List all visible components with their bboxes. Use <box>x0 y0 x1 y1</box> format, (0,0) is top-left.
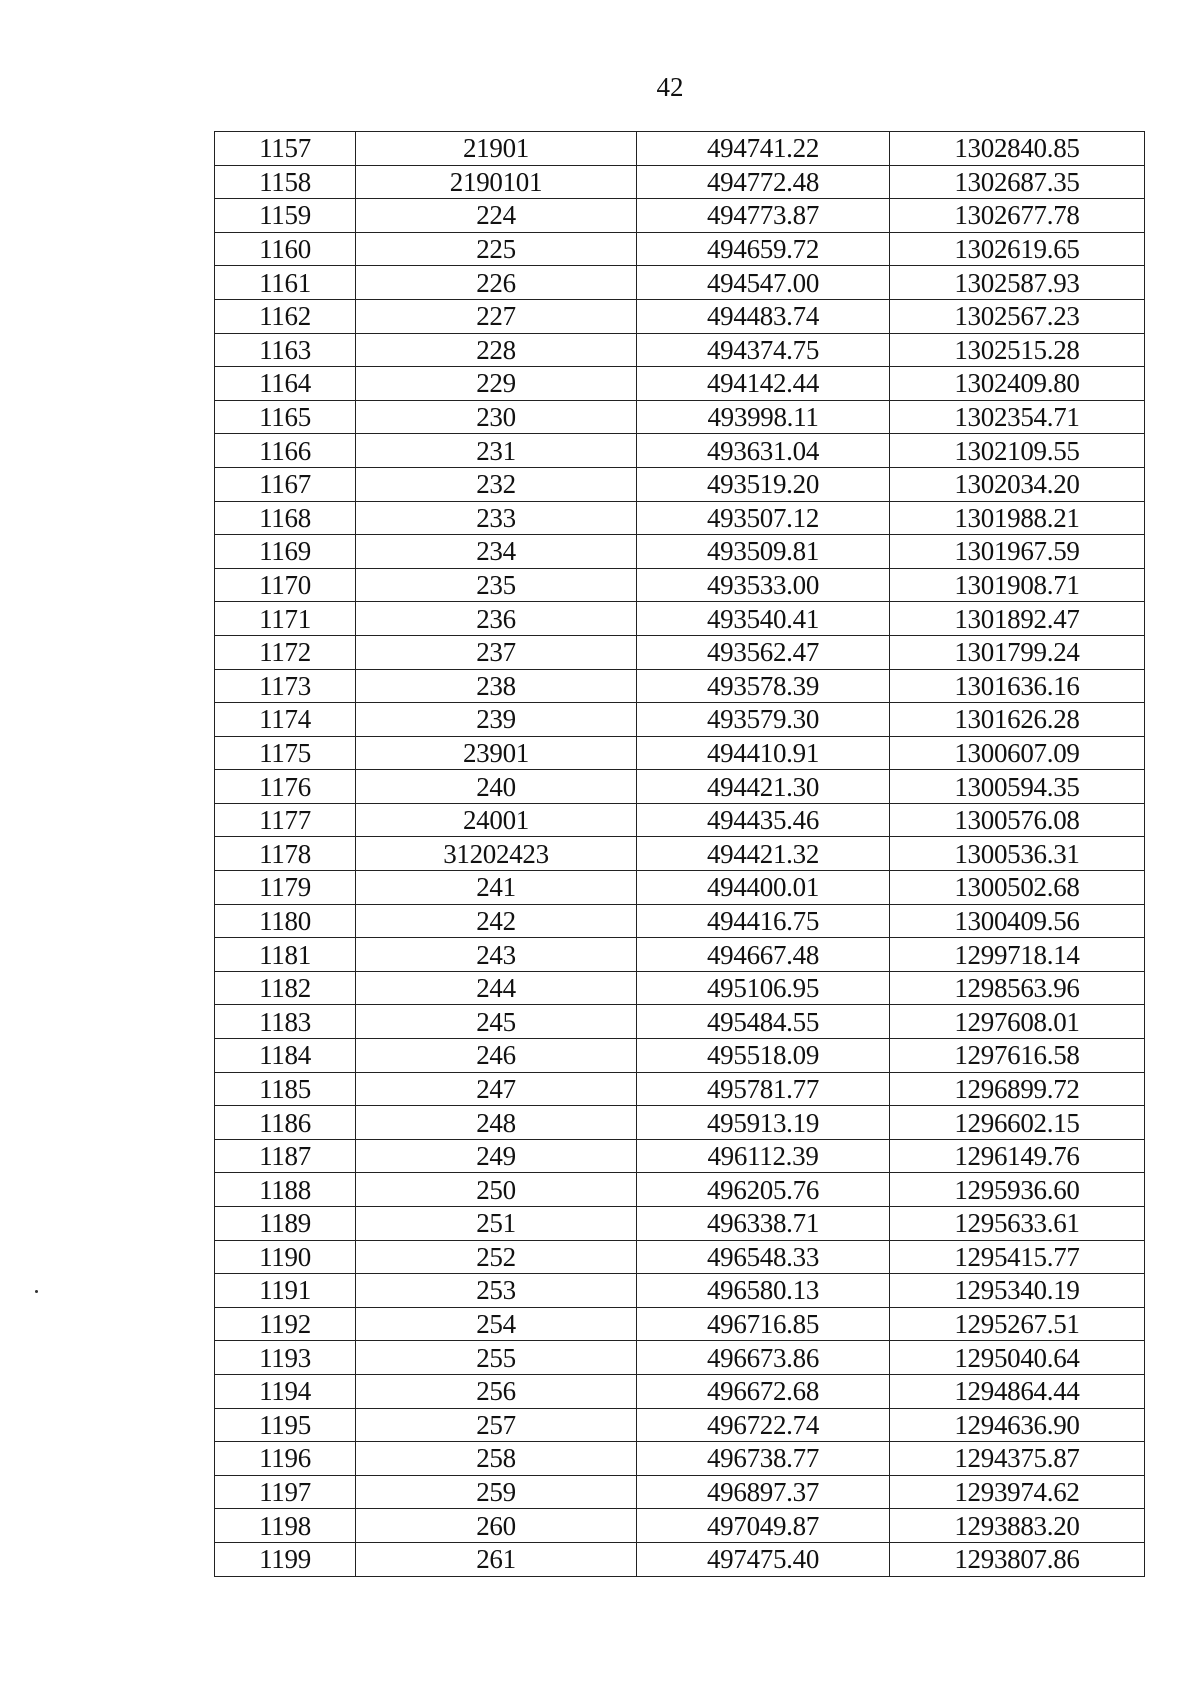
x-coordinate-cell: 493631.04 <box>637 434 890 468</box>
x-coordinate-cell: 494374.75 <box>637 333 890 367</box>
y-coordinate-cell: 1293974.62 <box>890 1475 1145 1509</box>
row-number-cell: 1160 <box>215 232 356 266</box>
x-coordinate-cell: 496738.77 <box>637 1442 890 1476</box>
point-id-cell: 21901 <box>356 132 637 166</box>
x-coordinate-cell: 495518.09 <box>637 1039 890 1073</box>
x-coordinate-cell: 496897.37 <box>637 1475 890 1509</box>
coordinates-table <box>214 131 1145 1577</box>
x-coordinate-cell: 494421.30 <box>637 770 890 804</box>
stray-mark <box>35 1290 38 1293</box>
table-row <box>215 837 1145 871</box>
point-id-cell: 241 <box>356 871 637 905</box>
coordinates-table-body <box>215 132 1145 1577</box>
y-coordinate-cell: 1296899.72 <box>890 1072 1145 1106</box>
y-coordinate-cell: 1296602.15 <box>890 1106 1145 1140</box>
point-id-cell: 226 <box>356 266 637 300</box>
row-number-cell: 1192 <box>215 1307 356 1341</box>
table-row <box>215 1307 1145 1341</box>
y-coordinate-cell: 1295936.60 <box>890 1173 1145 1207</box>
y-coordinate-cell: 1295415.77 <box>890 1240 1145 1274</box>
x-coordinate-cell: 494667.48 <box>637 938 890 972</box>
y-coordinate-cell: 1301626.28 <box>890 703 1145 737</box>
x-coordinate-cell: 494483.74 <box>637 299 890 333</box>
table-row <box>215 199 1145 233</box>
y-coordinate-cell: 1301988.21 <box>890 501 1145 535</box>
table-row <box>215 232 1145 266</box>
x-coordinate-cell: 494416.75 <box>637 904 890 938</box>
point-id-cell: 232 <box>356 467 637 501</box>
point-id-cell: 258 <box>356 1442 637 1476</box>
x-coordinate-cell: 493507.12 <box>637 501 890 535</box>
row-number-cell: 1170 <box>215 568 356 602</box>
x-coordinate-cell: 493519.20 <box>637 467 890 501</box>
row-number-cell: 1173 <box>215 669 356 703</box>
row-number-cell: 1196 <box>215 1442 356 1476</box>
point-id-cell: 2190101 <box>356 165 637 199</box>
table-row <box>215 1240 1145 1274</box>
x-coordinate-cell: 494659.72 <box>637 232 890 266</box>
row-number-cell: 1181 <box>215 938 356 972</box>
row-number-cell: 1169 <box>215 535 356 569</box>
row-number-cell: 1194 <box>215 1374 356 1408</box>
x-coordinate-cell: 494772.48 <box>637 165 890 199</box>
y-coordinate-cell: 1302587.93 <box>890 266 1145 300</box>
row-number-cell: 1166 <box>215 434 356 468</box>
row-number-cell: 1174 <box>215 703 356 737</box>
table-row <box>215 132 1145 166</box>
x-coordinate-cell: 495106.95 <box>637 971 890 1005</box>
point-id-cell: 255 <box>356 1341 637 1375</box>
x-coordinate-cell: 494435.46 <box>637 803 890 837</box>
row-number-cell: 1178 <box>215 837 356 871</box>
table-row <box>215 938 1145 972</box>
point-id-cell: 256 <box>356 1374 637 1408</box>
row-number-cell: 1164 <box>215 367 356 401</box>
row-number-cell: 1179 <box>215 871 356 905</box>
table-row <box>215 1173 1145 1207</box>
table-row <box>215 501 1145 535</box>
x-coordinate-cell: 494142.44 <box>637 367 890 401</box>
point-id-cell: 247 <box>356 1072 637 1106</box>
point-id-cell: 23901 <box>356 736 637 770</box>
x-coordinate-cell: 493562.47 <box>637 635 890 669</box>
row-number-cell: 1182 <box>215 971 356 1005</box>
x-coordinate-cell: 495913.19 <box>637 1106 890 1140</box>
point-id-cell: 242 <box>356 904 637 938</box>
point-id-cell: 257 <box>356 1408 637 1442</box>
table-row <box>215 400 1145 434</box>
table-row <box>215 971 1145 1005</box>
table-row <box>215 535 1145 569</box>
y-coordinate-cell: 1302840.85 <box>890 132 1145 166</box>
point-id-cell: 228 <box>356 333 637 367</box>
row-number-cell: 1191 <box>215 1274 356 1308</box>
table-row <box>215 333 1145 367</box>
y-coordinate-cell: 1295340.19 <box>890 1274 1145 1308</box>
table-row <box>215 736 1145 770</box>
point-id-cell: 231 <box>356 434 637 468</box>
point-id-cell: 243 <box>356 938 637 972</box>
row-number-cell: 1175 <box>215 736 356 770</box>
row-number-cell: 1199 <box>215 1542 356 1576</box>
row-number-cell: 1180 <box>215 904 356 938</box>
table-row <box>215 299 1145 333</box>
point-id-cell: 230 <box>356 400 637 434</box>
table-row <box>215 1072 1145 1106</box>
row-number-cell: 1193 <box>215 1341 356 1375</box>
point-id-cell: 234 <box>356 535 637 569</box>
point-id-cell: 24001 <box>356 803 637 837</box>
x-coordinate-cell: 496548.33 <box>637 1240 890 1274</box>
point-id-cell: 246 <box>356 1039 637 1073</box>
table-row <box>215 165 1145 199</box>
table-row <box>215 434 1145 468</box>
row-number-cell: 1167 <box>215 467 356 501</box>
point-id-cell: 244 <box>356 971 637 1005</box>
point-id-cell: 229 <box>356 367 637 401</box>
table-row <box>215 1005 1145 1039</box>
x-coordinate-cell: 496112.39 <box>637 1139 890 1173</box>
y-coordinate-cell: 1294375.87 <box>890 1442 1145 1476</box>
y-coordinate-cell: 1299718.14 <box>890 938 1145 972</box>
x-coordinate-cell: 496205.76 <box>637 1173 890 1207</box>
x-coordinate-cell: 496672.68 <box>637 1374 890 1408</box>
x-coordinate-cell: 496716.85 <box>637 1307 890 1341</box>
row-number-cell: 1189 <box>215 1207 356 1241</box>
row-number-cell: 1198 <box>215 1509 356 1543</box>
x-coordinate-cell: 494410.91 <box>637 736 890 770</box>
row-number-cell: 1177 <box>215 803 356 837</box>
point-id-cell: 249 <box>356 1139 637 1173</box>
y-coordinate-cell: 1302677.78 <box>890 199 1145 233</box>
y-coordinate-cell: 1297616.58 <box>890 1039 1145 1073</box>
point-id-cell: 260 <box>356 1509 637 1543</box>
y-coordinate-cell: 1302687.35 <box>890 165 1145 199</box>
x-coordinate-cell: 494773.87 <box>637 199 890 233</box>
x-coordinate-cell: 494421.32 <box>637 837 890 871</box>
point-id-cell: 259 <box>356 1475 637 1509</box>
point-id-cell: 251 <box>356 1207 637 1241</box>
x-coordinate-cell: 496338.71 <box>637 1207 890 1241</box>
y-coordinate-cell: 1293807.86 <box>890 1542 1145 1576</box>
table-row <box>215 1509 1145 1543</box>
point-id-cell: 236 <box>356 602 637 636</box>
y-coordinate-cell: 1301636.16 <box>890 669 1145 703</box>
table-row <box>215 1039 1145 1073</box>
table-row <box>215 1442 1145 1476</box>
x-coordinate-cell: 496580.13 <box>637 1274 890 1308</box>
x-coordinate-cell: 494741.22 <box>637 132 890 166</box>
x-coordinate-cell: 494547.00 <box>637 266 890 300</box>
table-row <box>215 1274 1145 1308</box>
table-row <box>215 1408 1145 1442</box>
table-row <box>215 367 1145 401</box>
point-id-cell: 254 <box>356 1307 637 1341</box>
table-row <box>215 703 1145 737</box>
point-id-cell: 227 <box>356 299 637 333</box>
table-row <box>215 1542 1145 1576</box>
row-number-cell: 1163 <box>215 333 356 367</box>
y-coordinate-cell: 1298563.96 <box>890 971 1145 1005</box>
page-number: 42 <box>656 72 684 102</box>
y-coordinate-cell: 1294864.44 <box>890 1374 1145 1408</box>
x-coordinate-cell: 493540.41 <box>637 602 890 636</box>
table-row <box>215 1139 1145 1173</box>
x-coordinate-cell: 493533.00 <box>637 568 890 602</box>
table-row <box>215 1475 1145 1509</box>
y-coordinate-cell: 1294636.90 <box>890 1408 1145 1442</box>
x-coordinate-cell: 493509.81 <box>637 535 890 569</box>
y-coordinate-cell: 1301892.47 <box>890 602 1145 636</box>
y-coordinate-cell: 1300594.35 <box>890 770 1145 804</box>
point-id-cell: 248 <box>356 1106 637 1140</box>
point-id-cell: 225 <box>356 232 637 266</box>
row-number-cell: 1165 <box>215 400 356 434</box>
y-coordinate-cell: 1295267.51 <box>890 1307 1145 1341</box>
y-coordinate-cell: 1302034.20 <box>890 467 1145 501</box>
x-coordinate-cell: 496722.74 <box>637 1408 890 1442</box>
row-number-cell: 1197 <box>215 1475 356 1509</box>
y-coordinate-cell: 1302109.55 <box>890 434 1145 468</box>
row-number-cell: 1188 <box>215 1173 356 1207</box>
y-coordinate-cell: 1293883.20 <box>890 1509 1145 1543</box>
table-row <box>215 266 1145 300</box>
row-number-cell: 1190 <box>215 1240 356 1274</box>
point-id-cell: 252 <box>356 1240 637 1274</box>
row-number-cell: 1172 <box>215 635 356 669</box>
x-coordinate-cell: 494400.01 <box>637 871 890 905</box>
point-id-cell: 238 <box>356 669 637 703</box>
table-row <box>215 1207 1145 1241</box>
point-id-cell: 261 <box>356 1542 637 1576</box>
point-id-cell: 240 <box>356 770 637 804</box>
y-coordinate-cell: 1301967.59 <box>890 535 1145 569</box>
row-number-cell: 1195 <box>215 1408 356 1442</box>
point-id-cell: 253 <box>356 1274 637 1308</box>
y-coordinate-cell: 1295040.64 <box>890 1341 1145 1375</box>
row-number-cell: 1184 <box>215 1039 356 1073</box>
x-coordinate-cell: 493579.30 <box>637 703 890 737</box>
y-coordinate-cell: 1302619.65 <box>890 232 1145 266</box>
y-coordinate-cell: 1302567.23 <box>890 299 1145 333</box>
table-row <box>215 635 1145 669</box>
point-id-cell: 31202423 <box>356 837 637 871</box>
table-row <box>215 602 1145 636</box>
point-id-cell: 224 <box>356 199 637 233</box>
x-coordinate-cell: 495484.55 <box>637 1005 890 1039</box>
table-row <box>215 770 1145 804</box>
table-row <box>215 803 1145 837</box>
table-row <box>215 1374 1145 1408</box>
table-row <box>215 871 1145 905</box>
row-number-cell: 1159 <box>215 199 356 233</box>
y-coordinate-cell: 1297608.01 <box>890 1005 1145 1039</box>
x-coordinate-cell: 497475.40 <box>637 1542 890 1576</box>
y-coordinate-cell: 1300607.09 <box>890 736 1145 770</box>
table-row <box>215 1341 1145 1375</box>
y-coordinate-cell: 1300409.56 <box>890 904 1145 938</box>
row-number-cell: 1168 <box>215 501 356 535</box>
x-coordinate-cell: 496673.86 <box>637 1341 890 1375</box>
y-coordinate-cell: 1300536.31 <box>890 837 1145 871</box>
row-number-cell: 1157 <box>215 132 356 166</box>
row-number-cell: 1176 <box>215 770 356 804</box>
row-number-cell: 1158 <box>215 165 356 199</box>
table-row <box>215 904 1145 938</box>
y-coordinate-cell: 1302354.71 <box>890 400 1145 434</box>
row-number-cell: 1162 <box>215 299 356 333</box>
y-coordinate-cell: 1302409.80 <box>890 367 1145 401</box>
x-coordinate-cell: 495781.77 <box>637 1072 890 1106</box>
y-coordinate-cell: 1296149.76 <box>890 1139 1145 1173</box>
row-number-cell: 1183 <box>215 1005 356 1039</box>
row-number-cell: 1186 <box>215 1106 356 1140</box>
table-row <box>215 1106 1145 1140</box>
table-row <box>215 467 1145 501</box>
row-number-cell: 1171 <box>215 602 356 636</box>
row-number-cell: 1185 <box>215 1072 356 1106</box>
x-coordinate-cell: 493998.11 <box>637 400 890 434</box>
point-id-cell: 237 <box>356 635 637 669</box>
point-id-cell: 233 <box>356 501 637 535</box>
y-coordinate-cell: 1302515.28 <box>890 333 1145 367</box>
table-row <box>215 568 1145 602</box>
row-number-cell: 1187 <box>215 1139 356 1173</box>
x-coordinate-cell: 497049.87 <box>637 1509 890 1543</box>
y-coordinate-cell: 1295633.61 <box>890 1207 1145 1241</box>
row-number-cell: 1161 <box>215 266 356 300</box>
table-row <box>215 669 1145 703</box>
point-id-cell: 245 <box>356 1005 637 1039</box>
point-id-cell: 239 <box>356 703 637 737</box>
point-id-cell: 235 <box>356 568 637 602</box>
y-coordinate-cell: 1300576.08 <box>890 803 1145 837</box>
x-coordinate-cell: 493578.39 <box>637 669 890 703</box>
point-id-cell: 250 <box>356 1173 637 1207</box>
y-coordinate-cell: 1301799.24 <box>890 635 1145 669</box>
y-coordinate-cell: 1300502.68 <box>890 871 1145 905</box>
y-coordinate-cell: 1301908.71 <box>890 568 1145 602</box>
